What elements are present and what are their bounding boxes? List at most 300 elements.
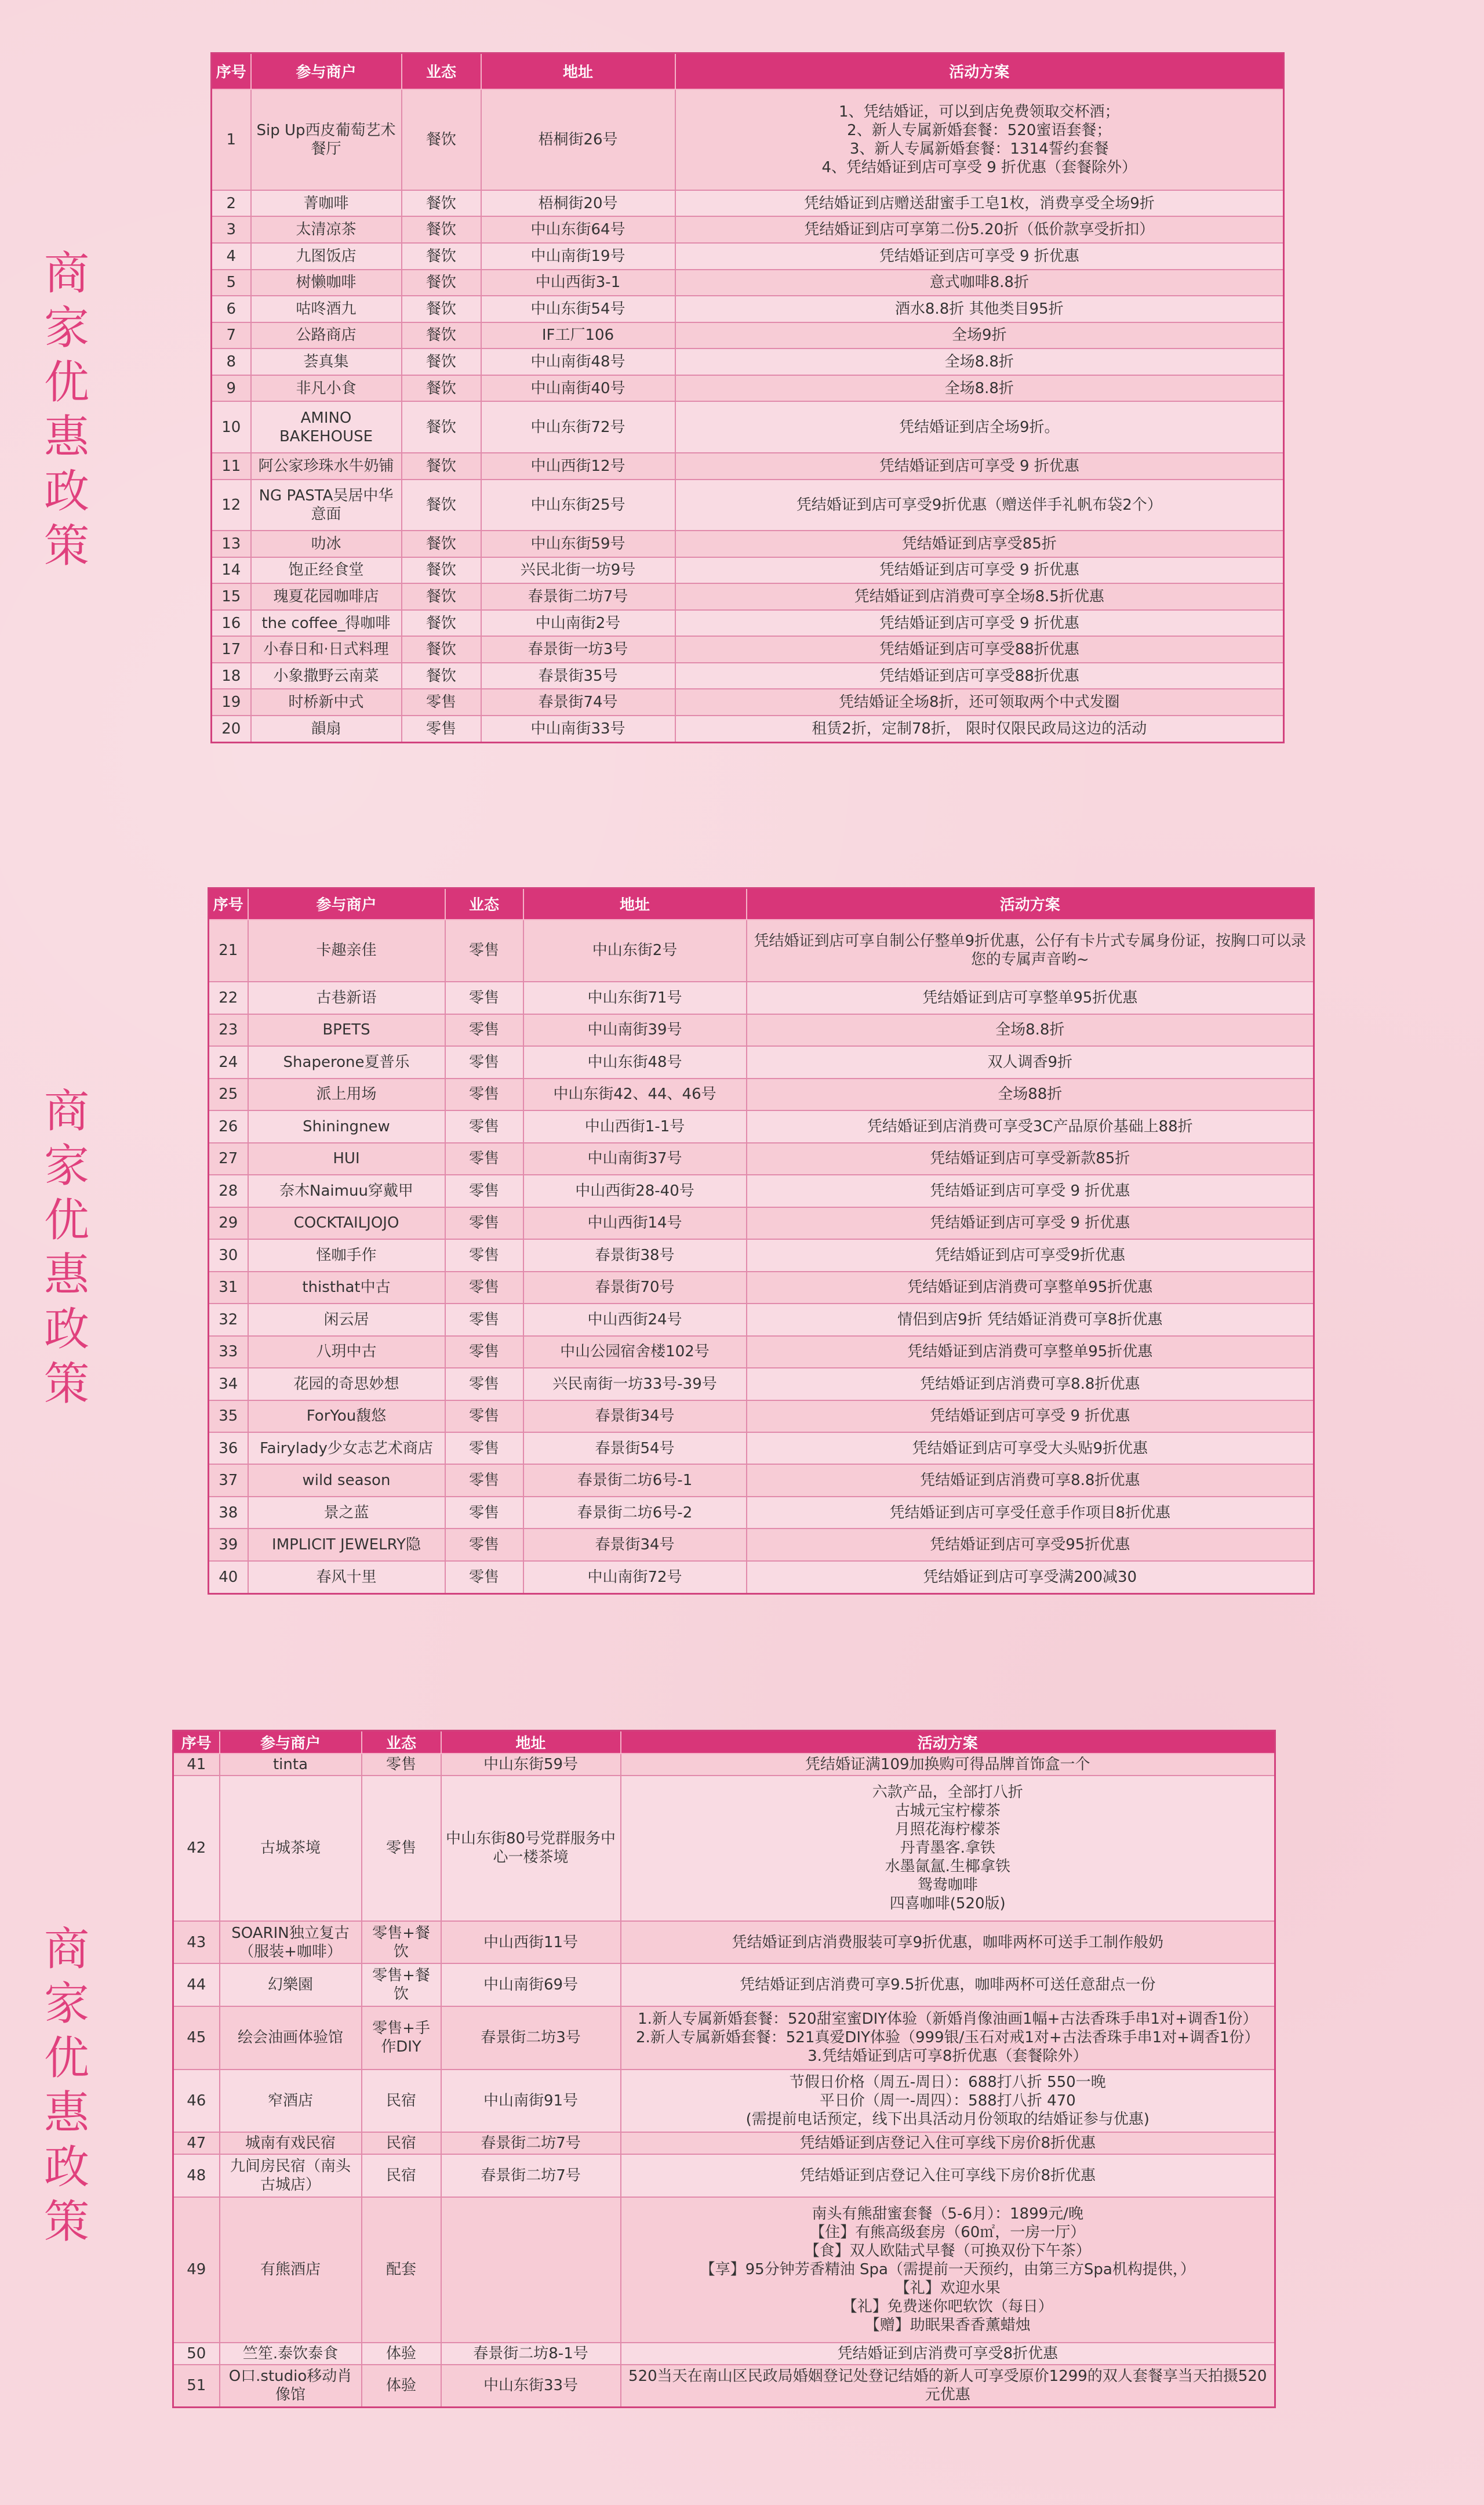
cell-plan: 1、凭结婚证，可以到店免费领取交杯酒； 2、新人专属新婚套餐：520蜜语套餐； 3、新人专属新婚套餐：1314誓约套餐 4、凭结婚证到店可享受 9 折优惠（套餐除外） <box>675 89 1284 190</box>
cell-no: 12 <box>212 480 251 531</box>
cell-merchant: 春风十里 <box>248 1561 445 1594</box>
cell-address: 中山东街72号 <box>481 401 675 452</box>
table-row <box>173 2343 1275 2365</box>
cell-no: 45 <box>173 2006 220 2070</box>
cell-type: 餐饮 <box>402 531 481 557</box>
side-title-char: 政 <box>43 2141 89 2194</box>
side-title-char: 政 <box>43 466 89 518</box>
cell-no: 7 <box>212 322 251 349</box>
header-plan: 活动方案 <box>621 1731 1275 1754</box>
cell-plan: 凭结婚证全场8折，还可领取两个中式发圈 <box>675 689 1284 716</box>
table-row <box>212 401 1284 452</box>
cell-merchant: 窄酒店 <box>220 2070 362 2133</box>
cell-type: 餐饮 <box>402 663 481 689</box>
table-row <box>209 1400 1314 1432</box>
table-row <box>212 375 1284 402</box>
cell-plan: 凭结婚证到店可享受9折优惠 <box>747 1239 1314 1271</box>
cell-type: 餐饮 <box>402 583 481 610</box>
table-row <box>209 1272 1314 1304</box>
cell-address: 春景街二坊7号 <box>481 583 675 610</box>
cell-type: 零售 <box>445 1272 523 1304</box>
cell-type: 餐饮 <box>402 401 481 452</box>
cell-plan: 凭结婚证到店可享受88折优惠 <box>675 636 1284 663</box>
cell-type: 零售+手作DIY <box>362 2006 441 2070</box>
cell-merchant: wild season <box>248 1464 445 1496</box>
merchant-table-2 <box>208 887 1315 1595</box>
cell-plan: 双人调香9折 <box>747 1046 1314 1078</box>
cell-type: 零售 <box>362 1776 441 1921</box>
cell-no: 13 <box>212 531 251 557</box>
cell-plan: 凭结婚证到店可享整单95折优惠 <box>747 982 1314 1014</box>
cell-plan: 凭结婚证到店登记入住可享线下房价8折优惠 <box>621 2154 1275 2197</box>
cell-no: 10 <box>212 401 251 452</box>
header-merchant: 参与商户 <box>248 888 445 920</box>
cell-address: 中山东街48号 <box>523 1046 747 1078</box>
cell-no: 27 <box>209 1143 248 1175</box>
cell-address: 中山东街80号党群服务中心一楼茶境 <box>441 1776 621 1921</box>
side-title-char: 优 <box>43 2032 89 2085</box>
table-row <box>212 243 1284 270</box>
cell-plan: 全场8.8折 <box>747 1014 1314 1046</box>
cell-plan: 凭结婚证到店可享受 9 折优惠 <box>675 557 1284 584</box>
table-row <box>209 1079 1314 1110</box>
cell-address: 梧桐街26号 <box>481 89 675 190</box>
cell-type: 餐饮 <box>402 190 481 217</box>
cell-merchant: 派上用场 <box>248 1079 445 1110</box>
cell-merchant: 小象撒野云南菜 <box>251 663 402 689</box>
cell-type: 配套 <box>362 2197 441 2343</box>
cell-merchant: 奈木Naimuu穿戴甲 <box>248 1175 445 1207</box>
cell-type: 体验 <box>362 2343 441 2365</box>
cell-merchant: thisthat中古 <box>248 1272 445 1304</box>
table-row <box>212 453 1284 480</box>
side-title-1 <box>35 246 99 573</box>
cell-merchant: 城南有戏民宿 <box>220 2132 362 2154</box>
cell-address: 中山南街19号 <box>481 243 675 270</box>
cell-no: 36 <box>209 1432 248 1464</box>
table-row <box>212 716 1284 742</box>
cell-plan: 凭结婚证到店消费可享8.8折优惠 <box>747 1368 1314 1400</box>
cell-type: 餐饮 <box>402 636 481 663</box>
cell-address: IF工厂106 <box>481 322 675 349</box>
table-row <box>209 1464 1314 1496</box>
cell-plan: 凭结婚证到店可享受 9 折优惠 <box>675 610 1284 637</box>
cell-merchant: 非凡小食 <box>251 375 402 402</box>
cell-no: 1 <box>212 89 251 190</box>
cell-address: 春景街34号 <box>523 1529 747 1560</box>
cell-merchant: 竺笙.泰饮泰食 <box>220 2343 362 2365</box>
cell-address: 中山东街71号 <box>523 982 747 1014</box>
cell-address: 春景街二坊7号 <box>441 2154 621 2197</box>
side-title-char: 惠 <box>43 411 89 463</box>
cell-plan: 凭结婚证到店可享受 9 折优惠 <box>747 1207 1314 1239</box>
cell-address: 中山公园宿舍楼102号 <box>523 1336 747 1368</box>
side-title-char: 优 <box>43 357 89 409</box>
cell-no: 9 <box>212 375 251 402</box>
table-row <box>209 1110 1314 1142</box>
table-row <box>212 531 1284 557</box>
header-no: 序号 <box>209 888 248 920</box>
merchant-table-3 <box>172 1730 1276 2408</box>
cell-merchant: SOARIN独立复古（服装+咖啡） <box>220 1921 362 1963</box>
cell-plan: 情侣到店9折 凭结婚证消费可享8折优惠 <box>747 1304 1314 1335</box>
side-title-char: 商 <box>43 248 89 300</box>
cell-no: 26 <box>209 1110 248 1142</box>
cell-address: 中山南街69号 <box>441 1963 621 2006</box>
header-no: 序号 <box>173 1731 220 1754</box>
table-row <box>173 1776 1275 1921</box>
cell-plan: 凭结婚证到店可享受 9 折优惠 <box>675 453 1284 480</box>
cell-no: 47 <box>173 2132 220 2154</box>
cell-address: 中山南街39号 <box>523 1014 747 1046</box>
cell-no: 29 <box>209 1207 248 1239</box>
table-row <box>209 1175 1314 1207</box>
cell-plan: 全场8.8折 <box>675 348 1284 375</box>
table-row <box>212 89 1284 190</box>
cell-type: 餐饮 <box>402 89 481 190</box>
cell-no: 37 <box>209 1464 248 1496</box>
cell-merchant: 瑰夏花园咖啡店 <box>251 583 402 610</box>
cell-plan: 南头有熊甜蜜套餐（5-6月）：1899元/晚 【住】有熊高级套房（60㎡，一房一厅） 【食】双人欧陆式早餐（可换双份下午茶） 【享】95分钟芳香精油 Spa（需提前一天预约，由第三方Spa机构提供，） 【礼】欢迎水果 【礼】免费迷你吧软饮（每日） 【赠】助眠果香香薰蜡烛 <box>621 2197 1275 2343</box>
cell-plan: 凭结婚证到店消费可享整单95折优惠 <box>747 1272 1314 1304</box>
cell-plan: 凭结婚证到店可享受任意手作项目8折优惠 <box>747 1497 1314 1529</box>
cell-merchant: 菁咖啡 <box>251 190 402 217</box>
cell-merchant: 花园的奇思妙想 <box>248 1368 445 1400</box>
cell-merchant: 古城茶境 <box>220 1776 362 1921</box>
cell-no: 18 <box>212 663 251 689</box>
side-title-3 <box>35 1922 99 2249</box>
cell-plan: 520当天在南山区民政局婚姻登记处登记结婚的新人可享受原价1299的双人套餐享当天拍摄520元优惠 <box>621 2365 1275 2408</box>
cell-no: 40 <box>209 1561 248 1594</box>
cell-no: 15 <box>212 583 251 610</box>
cell-no: 33 <box>209 1336 248 1368</box>
cell-address: 春景街74号 <box>481 689 675 716</box>
cell-plan: 租赁2折，定制78折， 限时仅限民政局这边的活动 <box>675 716 1284 742</box>
cell-type: 零售 <box>445 1497 523 1529</box>
cell-no: 50 <box>173 2343 220 2365</box>
cell-merchant: 饱正经食堂 <box>251 557 402 584</box>
cell-type: 零售 <box>445 1014 523 1046</box>
cell-address: 春景街二坊3号 <box>441 2006 621 2070</box>
cell-merchant: 树懒咖啡 <box>251 270 402 296</box>
table-row <box>173 2006 1275 2070</box>
cell-address: 中山南街2号 <box>481 610 675 637</box>
header-type: 业态 <box>402 53 481 89</box>
cell-no: 8 <box>212 348 251 375</box>
cell-plan: 凭结婚证到店可享受95折优惠 <box>747 1529 1314 1560</box>
cell-type: 零售 <box>445 1561 523 1594</box>
cell-merchant: HUI <box>248 1143 445 1175</box>
cell-no: 35 <box>209 1400 248 1432</box>
table-row <box>212 663 1284 689</box>
table-row <box>209 1529 1314 1560</box>
cell-plan: 凭结婚证到店可享受 9 折优惠 <box>747 1175 1314 1207</box>
cell-no: 2 <box>212 190 251 217</box>
cell-no: 16 <box>212 610 251 637</box>
cell-no: 19 <box>212 689 251 716</box>
cell-address: 兴民北街一坊9号 <box>481 557 675 584</box>
side-title-char: 惠 <box>43 2087 89 2139</box>
cell-type: 零售 <box>445 1336 523 1368</box>
cell-address: 中山西街24号 <box>523 1304 747 1335</box>
cell-merchant: the coffee_得咖啡 <box>251 610 402 637</box>
table-row <box>212 583 1284 610</box>
cell-no: 34 <box>209 1368 248 1400</box>
cell-merchant: 时桥新中式 <box>251 689 402 716</box>
cell-merchant: tinta <box>220 1754 362 1776</box>
cell-merchant: ForYou馥悠 <box>248 1400 445 1432</box>
cell-plan: 凭结婚证到店消费可享全场8.5折优惠 <box>675 583 1284 610</box>
cell-no: 4 <box>212 243 251 270</box>
cell-type: 餐饮 <box>402 610 481 637</box>
cell-plan: 凭结婚证到店消费可享整单95折优惠 <box>747 1336 1314 1368</box>
cell-no: 43 <box>173 1921 220 1963</box>
cell-plan: 凭结婚证到店消费服装可享9折优惠，咖啡两杯可送手工制作般奶 <box>621 1921 1275 1963</box>
cell-merchant: Shaperone夏普乐 <box>248 1046 445 1078</box>
cell-no: 25 <box>209 1079 248 1110</box>
cell-merchant: 幻樂園 <box>220 1963 362 2006</box>
cell-plan: 凭结婚证到店可享受大头贴9折优惠 <box>747 1432 1314 1464</box>
side-title-char: 政 <box>43 1304 89 1356</box>
cell-plan: 全场8.8折 <box>675 375 1284 402</box>
cell-address: 春景街35号 <box>481 663 675 689</box>
cell-no: 23 <box>209 1014 248 1046</box>
cell-type: 餐饮 <box>402 557 481 584</box>
cell-plan: 1.新人专属新婚套餐：520甜室蜜DIY体验（新婚肖像油画1幅+古法香珠手串1对+调香1份） 2.新人专属新婚套餐：521真爱DIY体验（999银/玉石对戒1对+古法香珠手串1对+调香1份） 3.凭结婚证到店可享8折优惠（套餐除外） <box>621 2006 1275 2070</box>
cell-type: 零售 <box>445 1175 523 1207</box>
cell-merchant: 卡趣亲佳 <box>248 920 445 982</box>
cell-merchant: 咕咚酒九 <box>251 296 402 322</box>
header-merchant: 参与商户 <box>251 53 402 89</box>
table-row <box>209 1336 1314 1368</box>
cell-address: 中山南街33号 <box>481 716 675 742</box>
table-row <box>209 920 1314 982</box>
side-title-char: 惠 <box>43 1249 89 1301</box>
cell-type: 民宿 <box>362 2070 441 2133</box>
cell-no: 38 <box>209 1497 248 1529</box>
cell-plan: 全场9折 <box>675 322 1284 349</box>
cell-merchant: 九图饭店 <box>251 243 402 270</box>
cell-merchant: 荟真集 <box>251 348 402 375</box>
header-plan: 活动方案 <box>747 888 1314 920</box>
cell-type: 餐饮 <box>402 480 481 531</box>
table-row <box>209 982 1314 1014</box>
cell-no: 42 <box>173 1776 220 1921</box>
header-type: 业态 <box>362 1731 441 1754</box>
cell-merchant: 有熊酒店 <box>220 2197 362 2343</box>
cell-no: 48 <box>173 2154 220 2197</box>
cell-type: 零售 <box>445 1207 523 1239</box>
cell-address: 中山南街40号 <box>481 375 675 402</box>
table-row <box>209 1207 1314 1239</box>
cell-type: 零售 <box>362 1754 441 1776</box>
cell-address: 中山东街59号 <box>481 531 675 557</box>
cell-merchant: Fairylady少女志艺术商店 <box>248 1432 445 1464</box>
cell-address: 中山东街33号 <box>441 2365 621 2408</box>
cell-address: 春景街二坊6号-2 <box>523 1497 747 1529</box>
cell-type: 零售 <box>445 1432 523 1464</box>
cell-address: 中山南街91号 <box>441 2070 621 2133</box>
cell-plan: 凭结婚证满109加换购可得品牌首饰盒一个 <box>621 1754 1275 1776</box>
cell-no: 6 <box>212 296 251 322</box>
cell-merchant: COCKTAILJOJO <box>248 1207 445 1239</box>
cell-plan: 凭结婚证到店可享受 9 折优惠 <box>747 1400 1314 1432</box>
header-address: 地址 <box>481 53 675 89</box>
cell-type: 零售 <box>445 1110 523 1142</box>
cell-type: 餐饮 <box>402 216 481 243</box>
cell-address: 中山西街12号 <box>481 453 675 480</box>
cell-no: 41 <box>173 1754 220 1776</box>
cell-address: 中山西街14号 <box>523 1207 747 1239</box>
cell-merchant: 叻冰 <box>251 531 402 557</box>
cell-plan: 凭结婚证到店可享受88折优惠 <box>675 663 1284 689</box>
cell-plan: 全场88折 <box>747 1079 1314 1110</box>
cell-merchant: 怪咖手作 <box>248 1239 445 1271</box>
cell-address: 春景街一坊3号 <box>481 636 675 663</box>
cell-address: 中山南街37号 <box>523 1143 747 1175</box>
cell-type: 零售 <box>445 1046 523 1078</box>
side-title-char: 家 <box>43 302 89 354</box>
table-row <box>209 1561 1314 1594</box>
table-row <box>212 689 1284 716</box>
cell-merchant: O口.studio移动肖像馆 <box>220 2365 362 2408</box>
cell-merchant: 九间房民宿（南头古城店） <box>220 2154 362 2197</box>
cell-merchant: BPETS <box>248 1014 445 1046</box>
cell-merchant: 景之蓝 <box>248 1497 445 1529</box>
cell-merchant: 太清凉茶 <box>251 216 402 243</box>
cell-type: 零售+餐饮 <box>362 1921 441 1963</box>
table-row <box>173 1963 1275 2006</box>
cell-no: 21 <box>209 920 248 982</box>
cell-address: 春景街54号 <box>523 1432 747 1464</box>
header-no: 序号 <box>212 53 251 89</box>
cell-no: 31 <box>209 1272 248 1304</box>
cell-address: 兴民南街一坊33号-39号 <box>523 1368 747 1400</box>
cell-plan: 凭结婚证到店享受85折 <box>675 531 1284 557</box>
cell-type: 零售 <box>445 1529 523 1560</box>
cell-type: 零售+餐饮 <box>362 1963 441 2006</box>
cell-address: 中山东街42、44、46号 <box>523 1079 747 1110</box>
cell-address: 中山南街72号 <box>523 1561 747 1594</box>
header-merchant: 参与商户 <box>220 1731 362 1754</box>
cell-plan: 凭结婚证到店可享受满200减30 <box>747 1561 1314 1594</box>
side-title-char: 商 <box>43 1923 89 1976</box>
cell-no: 20 <box>212 716 251 742</box>
cell-type: 零售 <box>445 1464 523 1496</box>
table-row <box>212 190 1284 217</box>
table-row <box>209 1432 1314 1464</box>
cell-type: 零售 <box>445 1400 523 1432</box>
cell-type: 餐饮 <box>402 243 481 270</box>
header-plan: 活动方案 <box>675 53 1284 89</box>
cell-type: 体验 <box>362 2365 441 2408</box>
table-row <box>173 1921 1275 1963</box>
cell-type: 零售 <box>445 920 523 982</box>
cell-address: 春景街二坊8-1号 <box>441 2343 621 2365</box>
cell-plan: 凭结婚证到店可享第二份5.20折（低价款享受折扣） <box>675 216 1284 243</box>
cell-type: 零售 <box>445 1368 523 1400</box>
table-row <box>209 1497 1314 1529</box>
cell-plan: 凭结婚证到店消费可享8.8折优惠 <box>747 1464 1314 1496</box>
cell-plan: 凭结婚证到店消费可享受8折优惠 <box>621 2343 1275 2365</box>
cell-address: 中山西街11号 <box>441 1921 621 1963</box>
side-title-char: 家 <box>43 1978 89 2030</box>
cell-no: 32 <box>209 1304 248 1335</box>
table-row <box>173 1754 1275 1776</box>
cell-type: 餐饮 <box>402 453 481 480</box>
header-address: 地址 <box>523 888 747 920</box>
cell-no: 5 <box>212 270 251 296</box>
cell-address: 春景街二坊7号 <box>441 2132 621 2154</box>
cell-plan: 凭结婚证到店赠送甜蜜手工皂1枚，消费享受全场9折 <box>675 190 1284 217</box>
cell-address: 中山东街64号 <box>481 216 675 243</box>
cell-type: 零售 <box>402 689 481 716</box>
cell-address: 中山东街2号 <box>523 920 747 982</box>
cell-address: 春景街34号 <box>523 1400 747 1432</box>
cell-plan: 凭结婚证到店登记入住可享线下房价8折优惠 <box>621 2132 1275 2154</box>
cell-address: 梧桐街20号 <box>481 190 675 217</box>
cell-plan: 凭结婚证到店可享自制公仔整单9折优惠，公仔有卡片式专属身份证，按胸口可以录您的专属声音哟~ <box>747 920 1314 982</box>
cell-no: 46 <box>173 2070 220 2133</box>
side-title-char: 商 <box>43 1086 89 1138</box>
cell-no: 39 <box>209 1529 248 1560</box>
cell-no: 3 <box>212 216 251 243</box>
table-row <box>209 1014 1314 1046</box>
cell-merchant: 八玥中古 <box>248 1336 445 1368</box>
cell-address: 中山西街28-40号 <box>523 1175 747 1207</box>
merchant-table-1 <box>210 52 1285 743</box>
cell-plan: 凭结婚证到店可享受 9 折优惠 <box>675 243 1284 270</box>
cell-no: 14 <box>212 557 251 584</box>
cell-no: 11 <box>212 453 251 480</box>
cell-no: 30 <box>209 1239 248 1271</box>
cell-address: 中山西街3-1 <box>481 270 675 296</box>
cell-no: 44 <box>173 1963 220 2006</box>
cell-merchant: 韻扇 <box>251 716 402 742</box>
cell-merchant: 小春日和·日式料理 <box>251 636 402 663</box>
cell-address: 中山西街1-1号 <box>523 1110 747 1142</box>
table-row <box>173 2154 1275 2197</box>
cell-merchant: 闲云居 <box>248 1304 445 1335</box>
cell-address: 中山东街54号 <box>481 296 675 322</box>
cell-address: 中山东街25号 <box>481 480 675 531</box>
cell-type: 民宿 <box>362 2154 441 2197</box>
cell-type: 民宿 <box>362 2132 441 2154</box>
cell-address <box>441 2197 621 2343</box>
cell-type: 零售 <box>445 982 523 1014</box>
cell-address: 中山东街59号 <box>441 1754 621 1776</box>
table-row <box>212 296 1284 322</box>
cell-type: 餐饮 <box>402 322 481 349</box>
table-row <box>212 636 1284 663</box>
side-title-char: 策 <box>43 520 89 572</box>
cell-type: 餐饮 <box>402 348 481 375</box>
cell-merchant: 阿公家珍珠水牛奶铺 <box>251 453 402 480</box>
cell-no: 24 <box>209 1046 248 1078</box>
table-row <box>212 270 1284 296</box>
cell-plan: 凭结婚证到店消费可享9.5折优惠，咖啡两杯可送任意甜点一份 <box>621 1963 1275 2006</box>
side-title-char: 优 <box>43 1195 89 1247</box>
cell-merchant: NG PASTA吴居中华意面 <box>251 480 402 531</box>
cell-plan: 凭结婚证到店可享受新款85折 <box>747 1143 1314 1175</box>
cell-type: 零售 <box>445 1304 523 1335</box>
cell-plan: 凭结婚证到店全场9折。 <box>675 401 1284 452</box>
cell-no: 17 <box>212 636 251 663</box>
cell-type: 餐饮 <box>402 375 481 402</box>
cell-plan: 六款产品，全部打八折 古城元宝柠檬茶 月照花海柠檬茶 丹青墨客.拿铁 水墨氤氲.生椰拿铁 鸳鸯咖啡 四喜咖啡(520版) <box>621 1776 1275 1921</box>
cell-address: 春景街二坊6号-1 <box>523 1464 747 1496</box>
cell-no: 49 <box>173 2197 220 2343</box>
